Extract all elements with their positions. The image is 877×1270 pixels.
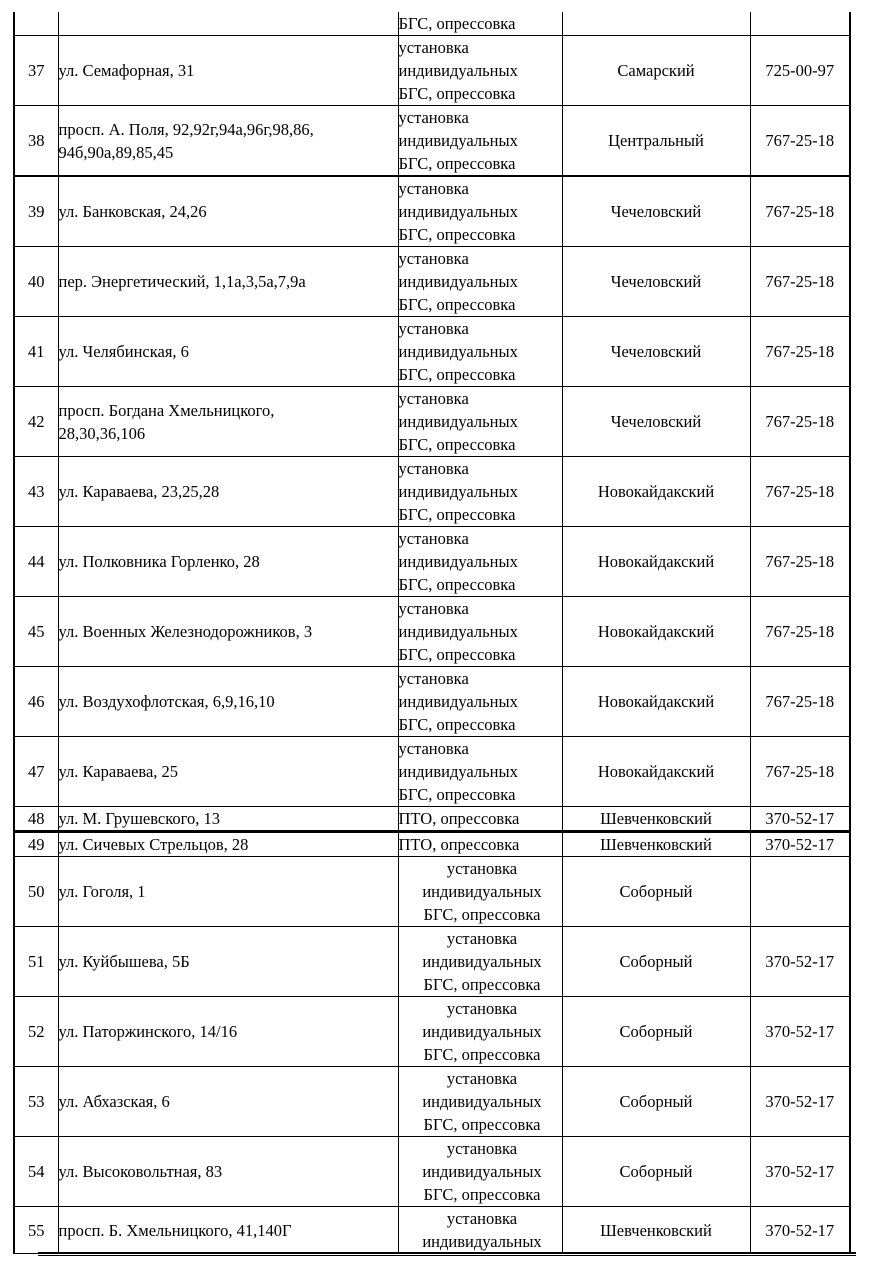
- district-cell: [562, 36, 750, 106]
- address-cell: [58, 527, 398, 597]
- phone-cell: [750, 527, 850, 597]
- address-line: 28,30,36,106: [58, 423, 146, 443]
- district-cell: [562, 527, 750, 597]
- address-cell: [58, 317, 398, 387]
- row-number-cell: [14, 667, 58, 737]
- phone-cell: [750, 857, 850, 927]
- table-row: [14, 1067, 850, 1137]
- work-line: БГС, опрессовка: [398, 785, 516, 804]
- row-number: 50: [28, 882, 45, 901]
- row-number-cell: [14, 106, 58, 177]
- phone-number: 767-25-18: [765, 131, 835, 150]
- work-line: установка: [398, 389, 469, 408]
- row-number-cell: [14, 36, 58, 106]
- district-name: Шевченковский: [600, 835, 712, 854]
- district-cell: [562, 457, 750, 527]
- work-line: индивидуальных: [398, 482, 518, 501]
- district-name: Новокайдакский: [597, 762, 715, 781]
- table-row: [14, 106, 850, 177]
- work-line: БГС, опрессовка: [398, 645, 516, 664]
- district-name: Новокайдакский: [597, 482, 715, 501]
- phone-number: 767-25-18: [765, 202, 835, 221]
- table-row: [14, 857, 850, 927]
- phone-number: 767-25-18: [765, 412, 835, 431]
- work-line: индивидуальных: [422, 1092, 542, 1111]
- work-line: индивидуальных: [422, 1232, 542, 1251]
- address-cell: [58, 176, 398, 247]
- district-name: Соборный: [619, 952, 693, 971]
- work-line: установка: [398, 599, 469, 618]
- district-name: Шевченковский: [600, 1220, 712, 1240]
- address-line: ул. Военных Железнодорожников, 3: [58, 622, 313, 641]
- table-row: [14, 832, 850, 857]
- address-cell: [58, 1207, 398, 1254]
- work-line: индивидуальных: [398, 131, 518, 150]
- work-line: БГС, опрессовка: [423, 975, 541, 994]
- phone-cell: [750, 176, 850, 247]
- work-cell: [398, 247, 562, 317]
- district-cell: [562, 997, 750, 1067]
- work-line: БГС, опрессовка: [398, 295, 516, 314]
- work-line: установка: [446, 1069, 518, 1088]
- table-row: [14, 36, 850, 106]
- address-line: ул. Караваева, 25: [58, 762, 179, 781]
- phone-cell: [750, 927, 850, 997]
- table-row: [14, 387, 850, 457]
- address-cell: [58, 807, 398, 832]
- table-row: [14, 1207, 850, 1254]
- work-line: БГС, опрессовка: [398, 154, 516, 173]
- district-cell: [562, 106, 750, 177]
- work-line: установка: [446, 859, 518, 878]
- work-line: БГС, опрессовка: [398, 435, 516, 454]
- work-line: БГС, опрессовка: [423, 1185, 541, 1204]
- row-number-cell: [14, 1207, 58, 1254]
- address-line: просп. Б. Хмельницкого, 41,140Г: [58, 1220, 292, 1240]
- row-number: 49: [28, 835, 45, 854]
- phone-cell: [750, 597, 850, 667]
- table-row: [14, 176, 850, 247]
- work-line: индивидуальных: [422, 1022, 542, 1041]
- work-line: ПТО, опрессовка: [398, 835, 520, 854]
- work-line: БГС, опрессовка: [398, 575, 516, 594]
- work-schedule-table: [13, 12, 851, 1254]
- address-cell: [58, 247, 398, 317]
- address-cell: [58, 927, 398, 997]
- work-line: БГС, опрессовка: [423, 905, 541, 924]
- phone-cell: [750, 1137, 850, 1207]
- work-line: ПТО, опрессовка: [398, 809, 520, 828]
- address-cell: [58, 457, 398, 527]
- phone-number: 767-25-18: [765, 622, 835, 641]
- work-line: установка: [398, 249, 469, 268]
- district-name: Новокайдакский: [597, 692, 715, 711]
- address-line: ул. Сичевых Стрельцов, 28: [58, 835, 249, 854]
- row-number: 41: [28, 342, 45, 361]
- work-line: установка: [446, 999, 518, 1018]
- work-line: БГС, опрессовка: [398, 715, 516, 734]
- work-line: индивидуальных: [398, 552, 518, 571]
- row-number: 53: [28, 1092, 45, 1111]
- work-cell: [398, 36, 562, 106]
- address-line: 94б,90а,89,85,45: [58, 142, 174, 162]
- row-number: 55: [28, 1220, 45, 1240]
- phone-number: 767-25-18: [765, 552, 835, 571]
- address-cell: [58, 832, 398, 857]
- phone-cell: [750, 317, 850, 387]
- address-cell: [58, 1067, 398, 1137]
- row-number-cell: [14, 997, 58, 1067]
- address-line: ул. Гоголя, 1: [58, 882, 146, 901]
- district-cell: [562, 247, 750, 317]
- phone-cell: [750, 1207, 850, 1254]
- work-cell: [398, 387, 562, 457]
- footer-rule-thin: [38, 1255, 856, 1256]
- address-cell: [58, 667, 398, 737]
- row-number: 47: [28, 762, 45, 781]
- address-cell: [58, 36, 398, 106]
- address-line: пер. Энергетический, 1,1а,3,5а,7,9а: [58, 272, 306, 291]
- district-name: Чечеловский: [610, 342, 702, 361]
- work-line: установка: [398, 179, 469, 198]
- district-name: Самарский: [617, 61, 695, 80]
- address-line: ул. Банковская, 24,26: [58, 202, 207, 221]
- address-line: ул. Абхазская, 6: [58, 1092, 170, 1111]
- district-cell: [562, 1207, 750, 1254]
- table-row-continuation: [14, 12, 850, 36]
- work-line: БГС, опрессовка: [423, 1045, 541, 1064]
- address-cell: [58, 12, 398, 36]
- work-line: установка: [398, 108, 469, 127]
- address-cell: [58, 857, 398, 927]
- district-name: Шевченковский: [600, 809, 712, 828]
- district-name: Чечеловский: [610, 202, 702, 221]
- work-cell: [398, 317, 562, 387]
- district-name: Чечеловский: [610, 412, 702, 431]
- work-line: установка: [446, 929, 518, 948]
- table-body: [14, 12, 850, 1254]
- row-number-cell: [14, 597, 58, 667]
- phone-cell: [750, 807, 850, 832]
- district-name: Новокайдакский: [597, 622, 715, 641]
- phone-number: 370-52-17: [765, 809, 835, 828]
- work-line: индивидуальных: [398, 622, 518, 641]
- work-line: установка: [398, 739, 469, 758]
- district-cell: [562, 597, 750, 667]
- work-line: БГС, опрессовка: [398, 14, 516, 33]
- row-number-cell: [14, 832, 58, 857]
- phone-cell: [750, 12, 850, 36]
- row-number-cell: [14, 176, 58, 247]
- phone-cell: [750, 667, 850, 737]
- address-line: просп. А. Поля, 92,92г,94а,96г,98,86,: [58, 119, 314, 139]
- work-line: установка: [398, 38, 469, 57]
- address-line: ул. М. Грушевского, 13: [58, 809, 221, 828]
- work-cell: [398, 597, 562, 667]
- phone-number: 370-52-17: [765, 1162, 835, 1181]
- row-number-cell: [14, 927, 58, 997]
- district-cell: [562, 832, 750, 857]
- work-cell: [398, 106, 562, 177]
- district-cell: [562, 857, 750, 927]
- row-number-cell: [14, 317, 58, 387]
- address-line: ул. Куйбышева, 5Б: [58, 952, 190, 971]
- work-cell: [398, 176, 562, 247]
- work-cell: [398, 527, 562, 597]
- district-cell: [562, 927, 750, 997]
- row-number: 45: [28, 622, 45, 641]
- row-number: 48: [28, 809, 45, 828]
- row-number: 42: [28, 412, 45, 431]
- work-cell: [398, 457, 562, 527]
- row-number: 40: [28, 272, 45, 291]
- table-row: [14, 527, 850, 597]
- address-line: ул. Караваева, 23,25,28: [58, 482, 220, 501]
- district-name: Соборный: [619, 1022, 693, 1041]
- table-row: [14, 1137, 850, 1207]
- address-cell: [58, 106, 398, 177]
- district-name: Соборный: [619, 882, 693, 901]
- work-cell: [398, 832, 562, 857]
- row-number-cell: [14, 12, 58, 36]
- phone-number: 370-52-17: [765, 1092, 835, 1111]
- row-number-cell: [14, 527, 58, 597]
- work-line: установка: [398, 669, 469, 688]
- work-cell: [398, 927, 562, 997]
- row-number: 43: [28, 482, 45, 501]
- phone-cell: [750, 1067, 850, 1137]
- address-cell: [58, 387, 398, 457]
- work-cell: [398, 1137, 562, 1207]
- work-cell: [398, 997, 562, 1067]
- work-cell: [398, 1207, 562, 1254]
- phone-number: 725-00-97: [765, 61, 835, 80]
- address-line: ул. Паторжинского, 14/16: [58, 1022, 238, 1041]
- phone-number: 370-52-17: [765, 1220, 835, 1240]
- address-line: просп. Богдана Хмельницкого,: [58, 400, 275, 420]
- work-line: установка: [446, 1209, 518, 1228]
- work-line: БГС, опрессовка: [398, 365, 516, 384]
- row-number: 44: [28, 552, 45, 571]
- work-line: индивидуальных: [398, 61, 518, 80]
- phone-number: 767-25-18: [765, 692, 835, 711]
- district-cell: [562, 1067, 750, 1137]
- work-line: индивидуальных: [398, 692, 518, 711]
- table-row: [14, 997, 850, 1067]
- phone-number: 370-52-17: [765, 1022, 835, 1041]
- phone-cell: [750, 832, 850, 857]
- row-number-cell: [14, 737, 58, 807]
- work-line: БГС, опрессовка: [398, 225, 516, 244]
- work-line: индивидуальных: [398, 762, 518, 781]
- phone-cell: [750, 997, 850, 1067]
- footer-rule: [38, 1252, 856, 1254]
- address-cell: [58, 1137, 398, 1207]
- district-name: Центральный: [608, 131, 704, 150]
- table-row: [14, 737, 850, 807]
- work-cell: [398, 12, 562, 36]
- district-cell: [562, 317, 750, 387]
- table-row: [14, 317, 850, 387]
- row-number-cell: [14, 1067, 58, 1137]
- work-cell: [398, 857, 562, 927]
- table-row: [14, 927, 850, 997]
- phone-cell: [750, 36, 850, 106]
- district-name: Соборный: [619, 1162, 693, 1181]
- phone-cell: [750, 387, 850, 457]
- district-cell: [562, 12, 750, 36]
- row-number: 37: [28, 61, 45, 80]
- district-cell: [562, 807, 750, 832]
- work-line: индивидуальных: [398, 412, 518, 431]
- district-cell: [562, 387, 750, 457]
- table-row: [14, 457, 850, 527]
- district-cell: [562, 176, 750, 247]
- work-line: БГС, опрессовка: [398, 505, 516, 524]
- district-cell: [562, 1137, 750, 1207]
- phone-cell: [750, 737, 850, 807]
- table-row: [14, 667, 850, 737]
- phone-number: 370-52-17: [765, 835, 835, 854]
- address-line: ул. Челябинская, 6: [58, 342, 189, 361]
- row-number: 46: [28, 692, 45, 711]
- table-row: [14, 807, 850, 832]
- work-cell: [398, 1067, 562, 1137]
- work-line: индивидуальных: [398, 342, 518, 361]
- district-name: Соборный: [619, 1092, 693, 1111]
- work-line: индивидуальных: [422, 882, 542, 901]
- address-cell: [58, 597, 398, 667]
- address-line: ул. Высоковольтная, 83: [58, 1162, 223, 1181]
- work-line: индивидуальных: [422, 952, 542, 971]
- work-line: индивидуальных: [398, 272, 518, 291]
- district-name: Чечеловский: [610, 272, 702, 291]
- district-name: Новокайдакский: [597, 552, 715, 571]
- address-line: ул. Семафорная, 31: [58, 61, 195, 80]
- work-line: установка: [398, 459, 469, 478]
- work-line: установка: [446, 1139, 518, 1158]
- address-cell: [58, 737, 398, 807]
- work-line: установка: [398, 529, 469, 548]
- row-number-cell: [14, 247, 58, 317]
- row-number-cell: [14, 857, 58, 927]
- row-number: 51: [28, 952, 45, 971]
- row-number: 38: [28, 131, 45, 150]
- table-row: [14, 247, 850, 317]
- row-number-cell: [14, 807, 58, 832]
- address-line: ул. Полковника Горленко, 28: [58, 552, 260, 571]
- row-number-cell: [14, 1137, 58, 1207]
- phone-number: 370-52-17: [765, 952, 835, 971]
- work-cell: [398, 667, 562, 737]
- table-row: [14, 597, 850, 667]
- district-cell: [562, 737, 750, 807]
- phone-number: 767-25-18: [765, 272, 835, 291]
- phone-number: 767-25-18: [765, 342, 835, 361]
- work-line: БГС, опрессовка: [423, 1115, 541, 1134]
- work-line: индивидуальных: [398, 202, 518, 221]
- row-number-cell: [14, 387, 58, 457]
- work-line: индивидуальных: [422, 1162, 542, 1181]
- work-cell: [398, 737, 562, 807]
- work-line: БГС, опрессовка: [398, 84, 516, 103]
- district-cell: [562, 667, 750, 737]
- phone-cell: [750, 106, 850, 177]
- phone-cell: [750, 247, 850, 317]
- row-number-cell: [14, 457, 58, 527]
- work-cell: [398, 807, 562, 832]
- row-number: 54: [28, 1162, 45, 1181]
- row-number: 39: [28, 202, 45, 221]
- row-number: 52: [28, 1022, 45, 1041]
- phone-number: 767-25-18: [765, 482, 835, 501]
- work-line: установка: [398, 319, 469, 338]
- phone-number: 767-25-18: [765, 762, 835, 781]
- address-cell: [58, 997, 398, 1067]
- phone-cell: [750, 457, 850, 527]
- address-line: ул. Воздухофлотская, 6,9,16,10: [58, 692, 275, 711]
